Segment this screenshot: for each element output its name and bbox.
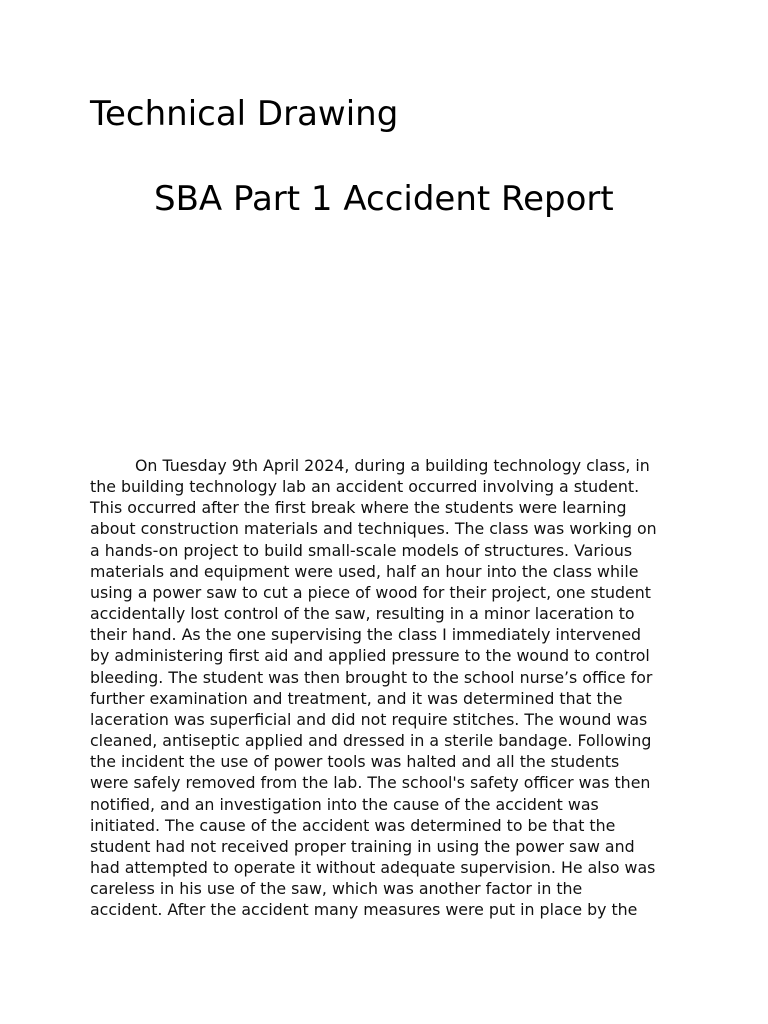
body-line: cleaned, antiseptic applied and dressed in a sterile bandage. Following: [90, 731, 652, 751]
body-line: using a power saw to cut a piece of wood for their project, one student: [90, 582, 651, 602]
body-line: accident. After the accident many measures were put in place by the: [90, 900, 638, 920]
body-line: their hand. As the one supervising the class I immediately intervened: [90, 625, 642, 645]
body-line: careless in his use of the saw, which was another factor in the: [90, 879, 583, 899]
body-line: This occurred after the first break where the students were learning: [90, 498, 627, 518]
body-line: by administering first aid and applied pressure to the wound to control: [90, 646, 650, 666]
body-line: initiated. The cause of the accident was determined to be that the: [90, 815, 616, 835]
body-line: materials and equipment were used, half an hour into the class while: [90, 561, 639, 581]
body-line: had attempted to operate it without adequate supervision. He also was: [90, 857, 656, 877]
body-line: On Tuesday 9th April 2024, during a building technology class, in: [135, 456, 650, 475]
body-line: the incident the use of power tools was halted and all the students: [90, 752, 620, 772]
report-body: [90, 455, 690, 920]
body-line: notified, and an investigation into the cause of the accident was: [90, 794, 599, 814]
body-line: a hands-on project to build small-scale models of structures. Various: [90, 540, 633, 560]
document-subtitle: SBA Part 1 Accident Report: [154, 179, 614, 219]
body-line: laceration was superficial and did not require stitches. The wound was: [90, 709, 648, 729]
body-line: bleeding. The student was then brought to the school nurse’s office for: [90, 667, 653, 687]
body-line: student had not received proper training in using the power saw and: [90, 836, 635, 856]
body-line: accidentally lost control of the saw, resulting in a minor laceration to: [90, 604, 635, 624]
body-line: the building technology lab an accident occurred involving a student.: [90, 477, 640, 497]
body-line: about construction materials and techniques. The class was working on: [90, 519, 657, 539]
body-line: were safely removed from the lab. The school's safety officer was then: [90, 773, 651, 793]
document-title: Technical Drawing: [90, 94, 399, 134]
body-line: further examination and treatment, and it was determined that the: [90, 688, 623, 708]
